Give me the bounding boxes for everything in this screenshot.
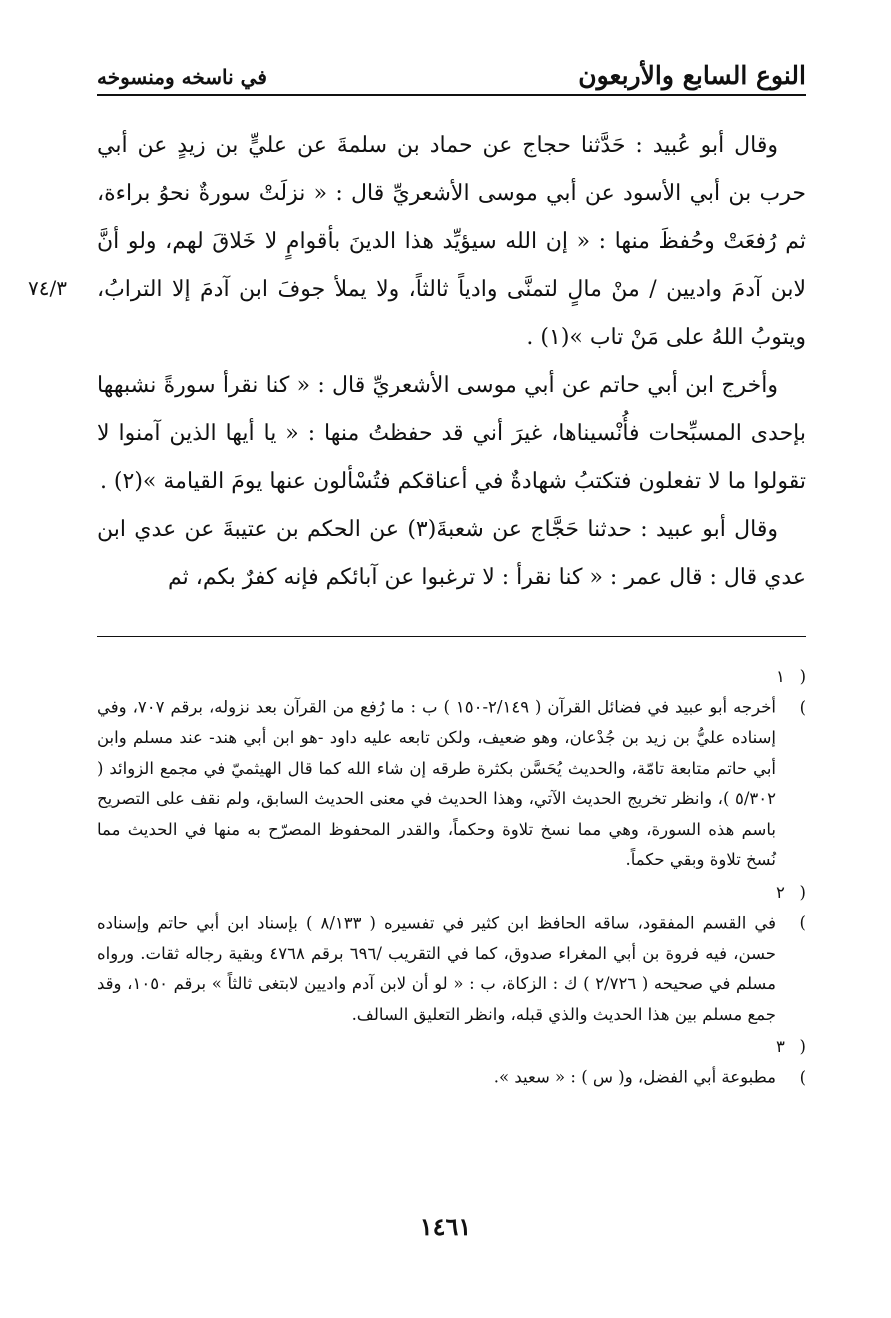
paragraph: وأخرج ابن أبي حاتم عن أبي موسى الأشعريِّ قال : « كنا نقرأ سورةً نشبهها بإحدى المسبِّحات فأُنْسيناها، غيرَ أني قد حفظتُ منها : « يا أيها الذين آمنوا لا تقولوا ما لا تفعلون فتكتبُ شهادةٌ في أعناقكم فتُسْألون عنها يومَ القيامة »(٢) .: [97, 373, 806, 494]
margin-reference: ٧٤/٣: [28, 276, 67, 300]
footnote-number: ( ١ ): [776, 667, 807, 717]
footnote-number: ( ٢ ): [775, 882, 806, 932]
footnote-number: ( ٣ ): [776, 1037, 806, 1087]
footnote: [97, 1032, 806, 1093]
paragraph: وقال أبو عُبيد : حَدَّثنا حجاج عن حماد بن سلمةَ عن عليٍّ بن زيدٍ عن أبي حرب بن أبي الأسود عن أبي موسى الأشعريِّ قال : « نزلَتْ سورةٌ نحوُ براءة، ثم رُفعَتْ وحُفظَ منها : « إن الله سيؤيِّد هذا الدينَ بأقوامٍ لا خَلاقَ لهم، ولو أنَّ لابن آدمَ واديين / منْ مالٍ لتمنَّى وادياً ثالثاً، ولا يملأ جوفَ ابن آدمَ إلا الترابُ، ويتوبُ اللهُ على مَنْ تاب »(١) .: [97, 133, 806, 350]
section-subject: في ناسخه ومنسوخه: [97, 65, 267, 89]
chapter-title: النوع السابع والأربعون: [578, 61, 806, 90]
page-number: ١٤٦١: [419, 1212, 472, 1241]
footnote-text: في القسم المفقود، ساقه الحافظ ابن كثير في تفسيره ( ٨/١٣٣ ) بإسناد ابن أبي حاتم وإسناده حسن، فيه فروة بن أبي المغراء صدوق، كما في التقريب /٦٩٦ برقم ٤٧٦٨ وبقية رجاله ثقات. ورواه مسلم في صحيحه ( ٢/٧٢٦ ) ك : الزكاة، ب : « لو أن لابن آدم واديين لابتغى ثالثاً » برقم ١٠٥٠، وقد جمع مسلم بين هذا الحديث والذي قبله، وانظر التعليق السالف.: [97, 913, 776, 1024]
running-header: [97, 52, 806, 96]
footnotes: [97, 662, 806, 1095]
paragraph: وقال أبو عبيد : حدثنا حَجَّاج عن شعبةَ(٣) عن الحكم بن عتيبةَ عن عدي ابن عدي قال : قال عمر : « كنا نقرأ : لا ترغبوا عن آبائكم فإنه كفرٌ بكم، ثم: [97, 517, 806, 590]
footnote: [97, 878, 806, 1031]
main-text: [97, 122, 806, 602]
footnote-divider: [97, 636, 806, 637]
footnote-text: مطبوعة أبي الفضل، و( س ) : « سعيد ».: [493, 1067, 776, 1087]
footnote: [97, 662, 806, 876]
footnote-text: أخرجه أبو عبيد في فضائل القرآن ( ٢/١٤٩-١٥٠ ) ب : ما رُفع من القرآن بعد نزوله، برقم ٧٠٧، وفي إسناده عليُّ بن زيد بن جُدْعان، وهو ضعيف، ولكن تابعه عليه داود -هو ابن أبي هند- عند مسلم وابن أبي حاتم متابعة تامّة، والحديث يُحَسَّن بكثرة طرقه إن شاء الله كما قال الهيثميّ في مجمع الزوائد ( ٥/٣٠٢ )، وانظر تخريج الحديث الآتي، وهذا الحديث في معنى الحديث السابق، ولم نقف على التصريح باسم هذه السورة، وهي مما نسخ تلاوة وحكماً، والقدر المحفوظ المصرّح به منها في الحديث مما نُسخ تلاوة وبقي حكماً.: [97, 697, 777, 869]
